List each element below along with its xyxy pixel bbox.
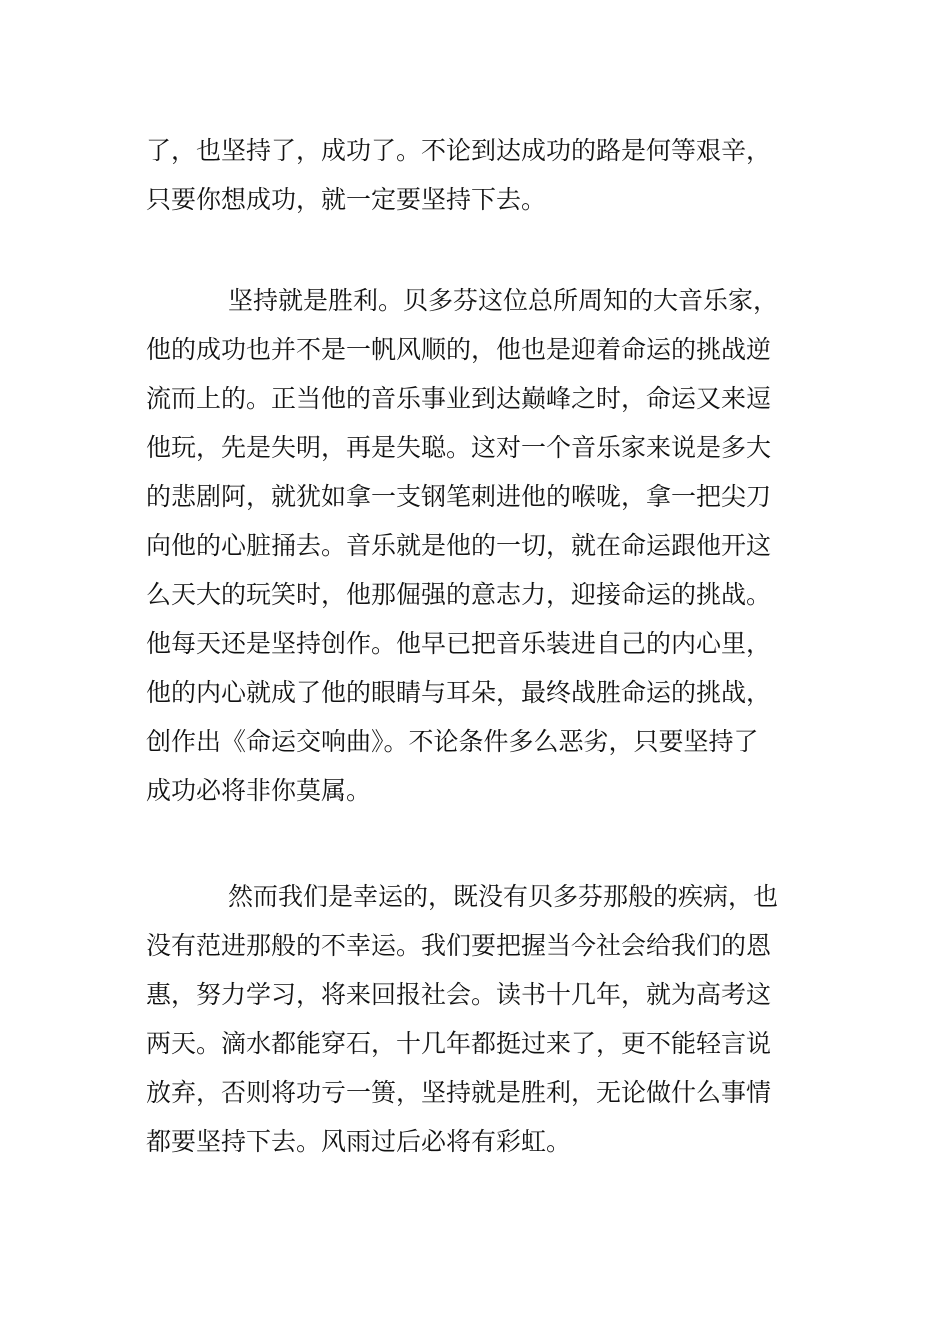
- paragraph-line: 了，也坚持了，成功了。不论到达成功的路是何等艰辛，: [146, 136, 772, 165]
- paragraph-line: 向他的心脏捅去。音乐就是他的一切，就在命运跟他开这: [146, 531, 772, 560]
- paragraph-1: [146, 126, 810, 224]
- paragraph-line: 只要你想成功，就一定要坚持下去。: [146, 185, 547, 214]
- paragraph-line: 惠，努力学习，将来回报社会。读书十几年，就为高考这: [146, 980, 772, 1009]
- paragraph-line: 没有范进那般的不幸运。我们要把握当今社会给我们的恩: [146, 931, 772, 960]
- paragraph-line: 他玩，先是失明，再是失聪。这对一个音乐家来说是多大: [146, 433, 772, 462]
- paragraph-3: [146, 872, 810, 1166]
- paragraph-line: 流而上的。正当他的音乐事业到达巅峰之时，命运又来逗: [146, 384, 772, 413]
- paragraph-line: 的悲剧阿，就犹如拿一支钢笔刺进他的喉咙，拿一把尖刀: [146, 482, 772, 511]
- paragraph-2: [146, 276, 810, 815]
- paragraph-line: 放弃，否则将功亏一篑，坚持就是胜利，无论做什么事情: [146, 1078, 772, 1107]
- paragraph-line: 他的内心就成了他的眼睛与耳朵，最终战胜命运的挑战，: [146, 678, 772, 707]
- paragraph-line: 创作出《命运交响曲》。不论条件多么恶劣，只要坚持了: [146, 727, 759, 756]
- paragraph-line: 然而我们是幸运的，既没有贝多芬那般的疾病，也: [228, 882, 779, 911]
- paragraph-line: 坚持就是胜利。贝多芬这位总所周知的大音乐家，: [228, 286, 779, 315]
- paragraph-line: 都要坚持下去。风雨过后必将有彩虹。: [146, 1127, 572, 1156]
- paragraph-line: 成功必将非你莫属。: [146, 776, 372, 805]
- paragraph-line: 他的成功也并不是一帆风顺的，他也是迎着命运的挑战逆: [146, 335, 772, 364]
- paragraph-line: 他每天还是坚持创作。他早已把音乐装进自己的内心里，: [146, 629, 772, 658]
- paragraph-line: 么天大的玩笑时，他那倔强的意志力，迎接命运的挑战。: [146, 580, 772, 609]
- paragraph-line: 两天。滴水都能穿石，十几年都挺过来了，更不能轻言说: [146, 1029, 772, 1058]
